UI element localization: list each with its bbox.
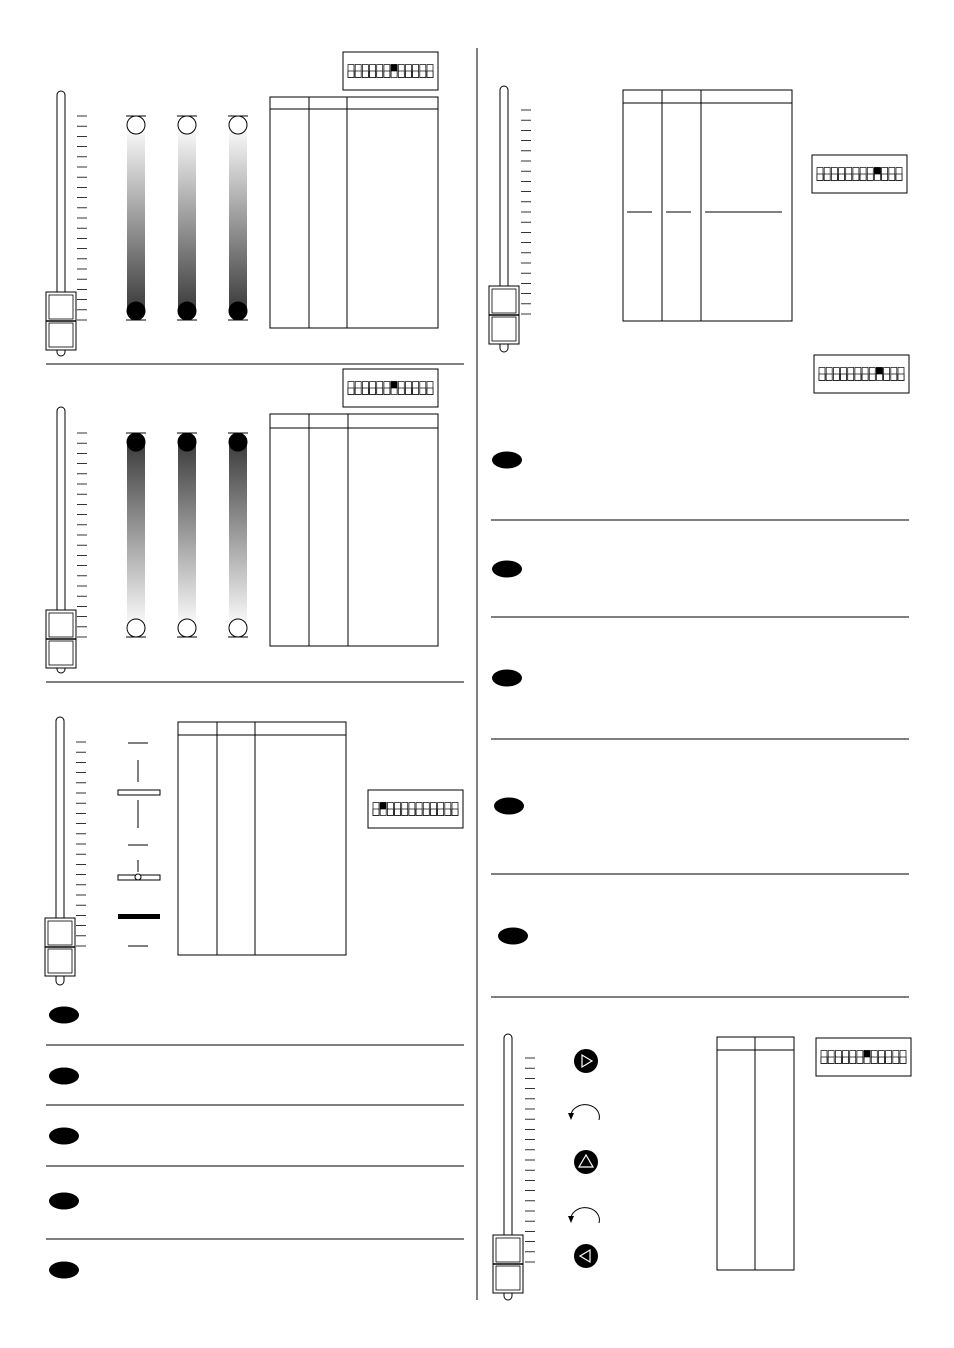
filled-circle: [127, 433, 145, 451]
rotate-left-arrow-icon: [571, 1208, 599, 1223]
dip-switch-off: [373, 809, 379, 815]
dip-switch-off: [405, 71, 411, 77]
dip-switch-off: [405, 388, 411, 394]
dip-switch-off: [420, 388, 426, 394]
badge-icon: [49, 1193, 79, 1210]
dip-switch-off: [889, 174, 895, 180]
dip-switch-off: [898, 374, 904, 380]
dip-switch-off: [413, 71, 419, 77]
dip-switch-off: [821, 1057, 827, 1063]
filled-circle: [178, 433, 196, 451]
dip-switch-off: [846, 174, 852, 180]
dip-switch-off: [409, 809, 415, 815]
gradient-bar: [229, 441, 247, 629]
dip-switch-off: [848, 374, 854, 380]
dip-switch-off: [835, 1057, 841, 1063]
dip-switch-on: [876, 368, 882, 374]
table-frame: [270, 414, 438, 646]
dip-switch-off: [862, 374, 868, 380]
dip-switch-off: [828, 1057, 834, 1063]
open-circle: [127, 116, 145, 134]
dip-switch-on: [874, 168, 880, 174]
badge-icon: [492, 452, 522, 469]
filled-circle: [178, 302, 196, 320]
dip-switch-off: [377, 388, 383, 394]
dip-switch-off: [398, 71, 404, 77]
gradient-bar: [127, 441, 145, 629]
open-circle: [229, 619, 247, 637]
dip-switch-off: [370, 388, 376, 394]
dip-switch-off: [891, 374, 897, 380]
dip-switch-off: [824, 174, 830, 180]
dip-switch-off: [438, 809, 444, 815]
rotate-left-arrow-icon-head: [568, 1113, 574, 1120]
dip-switch-off: [850, 1057, 856, 1063]
dip-switch-on: [380, 803, 386, 809]
dip-switch-off: [867, 174, 873, 180]
badge-icon: [49, 1007, 79, 1024]
dip-switch-off: [869, 374, 875, 380]
dip-switch-off: [348, 388, 354, 394]
open-circle: [178, 116, 196, 134]
dip-switch-off: [355, 388, 361, 394]
dip-switch-off: [427, 388, 433, 394]
filled-circle: [127, 302, 145, 320]
gradient-bar: [127, 124, 145, 312]
dip-switch-off: [445, 809, 451, 815]
lens-center: [135, 874, 141, 880]
dip-switch-on: [391, 65, 397, 71]
dip-switch-off: [860, 174, 866, 180]
table-frame: [178, 722, 346, 955]
badge-icon: [49, 1128, 79, 1145]
fader-panel-1: [46, 52, 438, 356]
table-frame: [623, 90, 792, 321]
dip-switch-off: [427, 71, 433, 77]
rotate-left-arrow-icon: [571, 1105, 599, 1120]
dip-switch-off: [355, 71, 361, 77]
dip-switch-off: [857, 1057, 863, 1063]
dip-switch-off: [384, 71, 390, 77]
dip-switch-off: [826, 374, 832, 380]
dip-switch-off: [841, 374, 847, 380]
rotate-left-arrow-icon-head: [568, 1216, 574, 1223]
dip-switch-off: [831, 174, 837, 180]
dip-switch-off: [843, 1057, 849, 1063]
fader-panel-3: [45, 717, 463, 985]
gradient-bar: [229, 124, 247, 312]
gradient-bar: [178, 441, 196, 629]
dip-switch-off: [871, 1057, 877, 1063]
dip-switch-off: [423, 809, 429, 815]
lens-symbol: [118, 790, 160, 795]
dip-switch-off: [878, 1057, 884, 1063]
dip-switch-off: [893, 1057, 899, 1063]
dip-switch-off: [884, 374, 890, 380]
dip-switch-off: [430, 809, 436, 815]
dip-switch-off: [398, 388, 404, 394]
dip-switch-off: [402, 809, 408, 815]
dip-switch-off: [900, 1057, 906, 1063]
dip-switch-off: [839, 174, 845, 180]
table-frame: [270, 97, 438, 328]
dip-switch-off: [377, 71, 383, 77]
play-up-icon: [574, 1150, 598, 1174]
dip-switch-off: [395, 809, 401, 815]
dip-switch-off: [853, 174, 859, 180]
open-circle: [229, 116, 247, 134]
dip-switch-off: [348, 71, 354, 77]
dip-switch-off: [387, 809, 393, 815]
dip-switch-off: [362, 388, 368, 394]
badge-icon: [492, 670, 522, 687]
dip-switch-off: [817, 174, 823, 180]
badge-icon: [498, 928, 528, 945]
filled-circle: [229, 433, 247, 451]
dip-switch-off: [896, 174, 902, 180]
dip-switch-off: [384, 388, 390, 394]
open-circle: [178, 619, 196, 637]
dip-switch-off: [882, 174, 888, 180]
dip-switch-off: [833, 374, 839, 380]
badge-icon: [49, 1068, 79, 1085]
dip-switch-off: [819, 374, 825, 380]
filled-circle: [229, 302, 247, 320]
fader-panel-2: [46, 369, 438, 673]
badge-icon: [492, 561, 522, 578]
fader-panel-4: [489, 86, 909, 393]
dip-switch-on: [864, 1051, 870, 1057]
dip-switch-off: [413, 388, 419, 394]
play-right-icon: [574, 1049, 598, 1073]
dip-switch-off: [452, 809, 458, 815]
lens-symbol-filled: [118, 914, 160, 919]
play-left-icon: [574, 1244, 598, 1268]
open-circle: [127, 619, 145, 637]
badge-icon: [49, 1262, 79, 1279]
dip-switch-off: [886, 1057, 892, 1063]
dip-switch-off: [362, 71, 368, 77]
dip-switch-off: [420, 71, 426, 77]
dip-switch-off: [416, 809, 422, 815]
fader-panel-5: [493, 1034, 911, 1300]
gradient-bar: [178, 124, 196, 312]
dip-switch-off: [855, 374, 861, 380]
badge-icon: [494, 798, 524, 815]
dip-switch-off: [370, 71, 376, 77]
dip-switch-on: [391, 382, 397, 388]
